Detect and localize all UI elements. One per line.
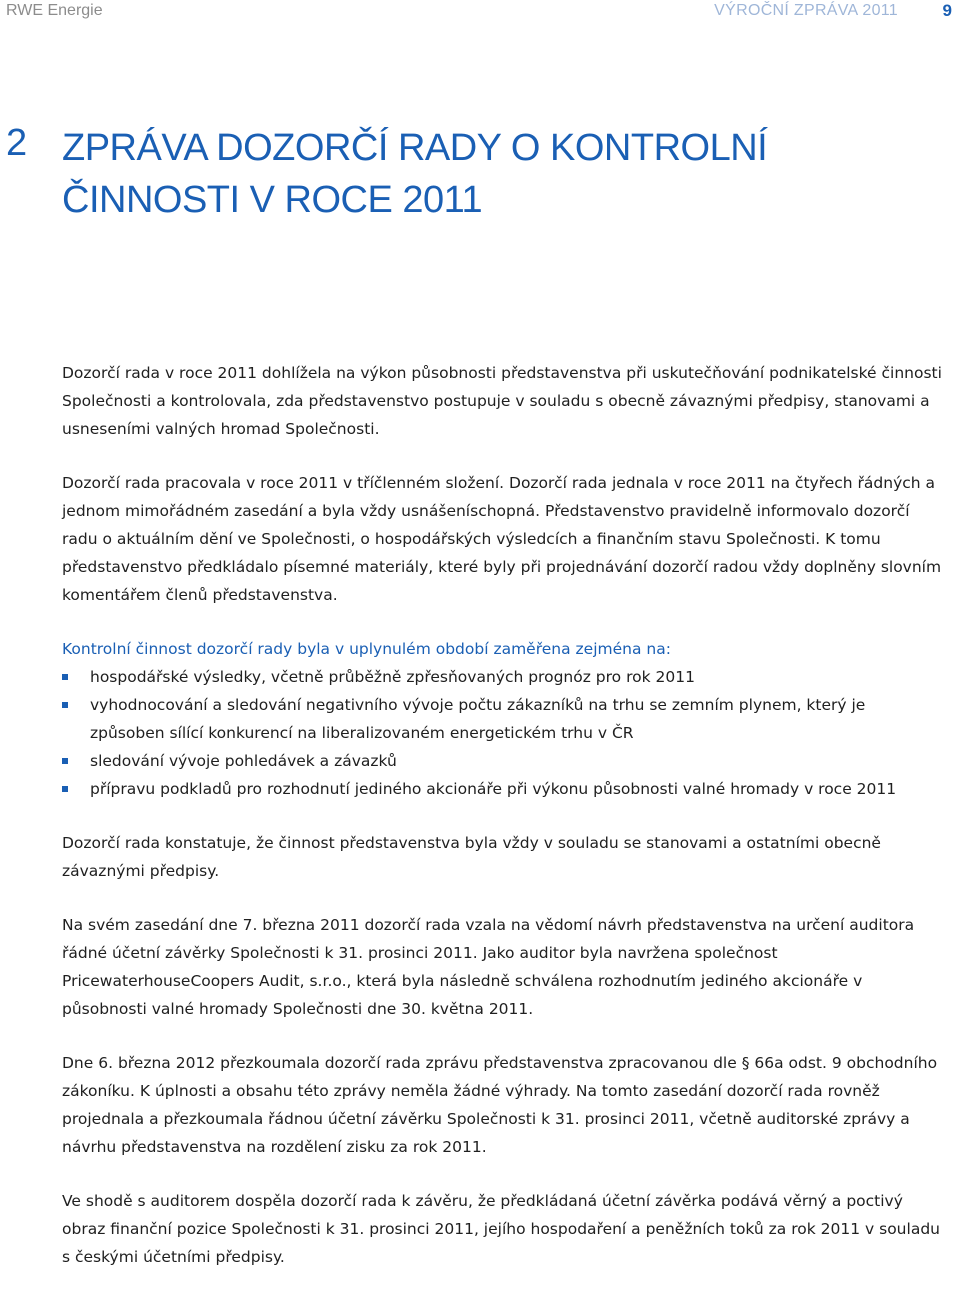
page-number: 9: [942, 1, 952, 20]
square-bullet-icon: [62, 674, 68, 680]
paragraph-composition: Dozorčí rada pracovala v roce 2011 v tříčlenném složení. Dozorčí rada jednala v roce 2011 na čtyřech řádných a jednom mimořádném zasedání a byla vždy usnášeníschopná. Představenstvo pravidelně informovalo dozorčí radu o aktuálním dění ve Společnosti, o hospodářských výsledcích a finančním stavu Společnosti. K tomu představenstvo předkládalo písemné materiály, které byly při projednávání dozorčí radou vždy doplněny slovním komentářem členů představenstva.: [62, 474, 942, 604]
paragraph-auditor: Na svém zasedání dne 7. března 2011 dozorčí rada vzala na vědomí návrh představenstva na určení auditora řádné účetní závěrky Společnosti k 31. prosinci 2011. Jako auditor byla navržena společnost PricewaterhouseCoopers Audit, s.r.o., která byla následně schválena rozhodnutím jediného akcionáře v působnosti valné hromady Společnosti dne 30. května 2011.: [62, 916, 915, 1018]
paragraph-review: Dne 6. března 2012 přezkoumala dozorčí rada zprávu představenstva zpracovanou dle § 66a odst. 9 obchodního zákoníku. K úplnosti a obsahu této zprávy neměla žádné výhrady. Na tomto zasedání dozorčí rada rovněž projednala a přezkoumala řádnou účetní závěrku Společnosti k 31. prosinci 2011, včetně auditorské zprávy a návrhu představenstva na rozdělení zisku za rok 2011.: [62, 1054, 938, 1156]
report-body: [62, 359, 942, 1297]
company-name: RWE Energie: [6, 2, 103, 19]
list-item: [62, 775, 942, 803]
square-bullet-icon: [62, 702, 68, 708]
list-item: [62, 747, 942, 775]
list-item: [62, 663, 942, 691]
list-item-text: přípravu podkladů pro rozhodnutí jediného akcionáře při výkonu působnosti valné hromady v roce 2011: [90, 780, 897, 798]
list-item-text: hospodářské výsledky, včetně průběžně zpřesňovaných prognóz pro rok 2011: [90, 668, 695, 686]
control-activity-heading: Kontrolní činnost dozorčí rady byla v uplynulém období zaměřena zejména na:: [62, 640, 671, 658]
square-bullet-icon: [62, 786, 68, 792]
control-activity-list: [62, 663, 942, 803]
list-item: [62, 691, 942, 747]
square-bullet-icon: [62, 758, 68, 764]
paragraph-conclusion: Ve shodě s auditorem dospěla dozorčí rada k závěru, že předkládaná účetní závěrka podává věrný a poctivý obraz finanční pozice Společnosti k 31. prosinci 2011, jejího hospodaření a peněžních toků za rok 2011 v souladu s českými účetními předpisy.: [62, 1192, 940, 1266]
paragraph-supervision: Dozorčí rada v roce 2011 dohlížela na výkon působnosti představenstva při uskutečňování podnikatelské činnosti Společnosti a kontrolovala, zda představenstvo postupuje v souladu s obecně závaznými předpisy, stanovami a usneseními valných hromad Společnosti.: [62, 364, 942, 438]
page-header: [0, 0, 960, 24]
chapter-number: 2: [6, 122, 28, 164]
list-item-text: vyhodnocování a sledování negativního vývoje počtu zákazníků na trhu se zemním plynem, který je způsoben sílící konkurencí na liberalizovaném energetickém trhu v ČR: [90, 696, 866, 742]
paragraph-compliance: Dozorčí rada konstatuje, že činnost představenstva byla vždy v souladu se stanovami a ostatními obecně závaznými předpisy.: [62, 834, 881, 880]
report-title: VÝROČNÍ ZPRÁVA 2011: [714, 2, 898, 19]
chapter-title: ZPRÁVA DOZORČÍ RADY O KONTROLNÍ ČINNOSTI V ROCE 2011: [62, 127, 768, 221]
list-item-text: sledování vývoje pohledávek a závazků: [90, 752, 397, 770]
